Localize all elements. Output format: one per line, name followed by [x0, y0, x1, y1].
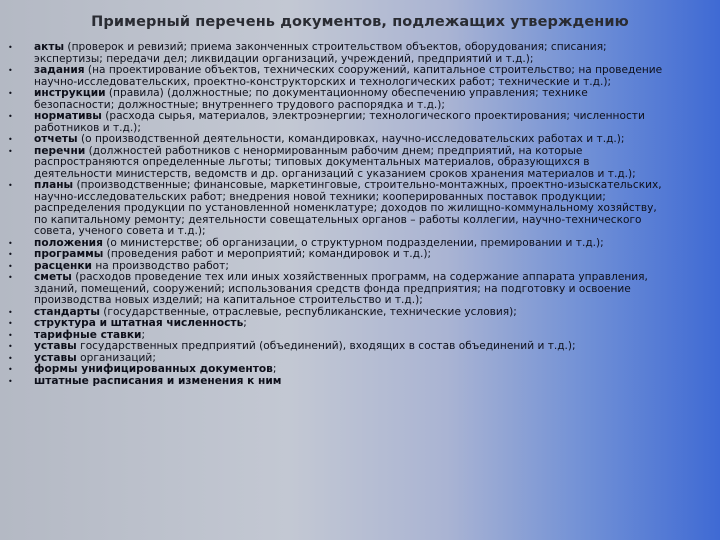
item-text: ;: [243, 317, 247, 329]
bullet-icon: •: [8, 307, 13, 317]
item-text: (проверок и ревизий; приема законченных строительством объектов, оборудования; списания; экспертизы; передачи дел; ликвидации организаций, учреждений, предприятий и т.д.);: [34, 41, 607, 65]
item-text: (правила) (должностные; по документационному обеспечению управления; технике безопасности; должностные; внутреннего трудового распорядка и т.д.);: [34, 87, 588, 111]
item-text: (производственные; финансовые, маркетинговые, строительно-монтажных, проектно-изыскательских, научно-исследовательских работ; внедрения новой техники; кооперированных поставок продукции; распределения продукции по установленной номенклатуре; доходов по жилищно-коммунальному хозяйству, по капитальному ремонту; деятельности совещательных органов – работы коллегии, научно-технического совета, ученого совета и т.д.);: [34, 179, 662, 237]
item-term: задания: [34, 64, 85, 76]
item-term: нормативы: [34, 110, 102, 122]
item-term: расценки: [34, 259, 92, 272]
bullet-icon: •: [8, 43, 13, 52]
item-term: программы: [34, 248, 104, 260]
bullet-icon: •: [8, 66, 13, 75]
item-text: организаций;: [76, 351, 156, 364]
list-item: [0, 180, 720, 238]
item-term: инструкции: [34, 87, 106, 99]
item-text: (расходов проведение тех или иных хозяйственных программ, на содержание аппарата управления, зданий, помещений, сооружений; использования средств фонда предприятия; на подготовку и освоение производства новых изделий; на капитальное строительство и т.д.);: [34, 271, 648, 306]
item-term: перечни: [34, 144, 86, 157]
bullet-icon: •: [8, 238, 13, 248]
item-term: уставы: [34, 351, 77, 364]
item-text: государственных предприятий (объединений), входящих в состав объединений и т.д.);: [76, 340, 576, 352]
list-item: [0, 272, 720, 307]
list-item: [0, 146, 720, 181]
item-term: тарифные ставки: [34, 328, 142, 341]
item-term: уставы: [34, 340, 77, 352]
slide-title: Примерный перечень документов, подлежащих утверждению: [91, 14, 629, 30]
bullet-icon: •: [8, 181, 13, 190]
bullet-icon: •: [8, 319, 13, 328]
item-term: планы: [34, 179, 74, 191]
list-item: [0, 376, 720, 388]
bullet-icon: •: [8, 135, 13, 144]
bullet-icon: •: [8, 342, 13, 351]
bullet-icon: •: [8, 250, 13, 259]
bullet-icon: •: [8, 273, 13, 282]
item-text: на производство работ;: [91, 259, 229, 272]
item-text: (о министерстве; об организации, о структурном подразделении, премировании и т.д.);: [102, 236, 604, 249]
bullet-icon: •: [8, 146, 13, 156]
bullet-icon: •: [8, 112, 13, 121]
bullet-icon: •: [8, 376, 13, 386]
item-text: (государственные, отраслевые, республиканские, технические условия);: [99, 305, 517, 318]
item-text: ;: [141, 328, 146, 341]
list-item: [0, 42, 720, 65]
bullet-icon: •: [8, 353, 13, 363]
item-text: (проведения работ и мероприятий; командировок и т.д.);: [103, 248, 432, 260]
bullet-icon: •: [8, 89, 13, 98]
bullet-icon: •: [8, 365, 13, 374]
item-term: формы унифицированных документов: [34, 363, 273, 375]
item-term: акты: [34, 41, 65, 53]
item-term: положения: [34, 236, 103, 249]
list-item: [0, 65, 720, 88]
item-text: (расхода сырья, материалов, электроэнергии; технологического проектирования; численности работников и т.д.);: [34, 110, 645, 134]
item-text: (на проектирование объектов, технических сооружений, капитальное строительство; на проведение научно-исследовательских, проектно-конструкторских и технологических работ; технические и т.д.);: [34, 64, 663, 88]
item-text: (должностей работников с ненормированным рабочим днем; предприятий, на которые распространяются определенные льготы; типовых документальных материалов, образующихся в деятельности министерств, ведомств и др. организаций с указанием сроков хранения материалов и т.д.);: [34, 144, 636, 180]
document-list: [0, 42, 720, 387]
item-term: стандарты: [34, 305, 100, 318]
bullet-icon: •: [8, 261, 13, 271]
item-text: (о производственной деятельности, командировках, научно-исследовательских работах и т.д.);: [77, 133, 625, 145]
item-term: отчеты: [34, 133, 78, 145]
item-term: штатные расписания и изменения к ним: [34, 374, 282, 387]
item-term: сметы: [34, 271, 72, 283]
list-item: [0, 88, 720, 111]
list-item: [0, 111, 720, 134]
item-text: ;: [272, 363, 277, 375]
bullet-icon: •: [8, 330, 13, 340]
item-term: структура и штатная численность: [34, 317, 244, 329]
